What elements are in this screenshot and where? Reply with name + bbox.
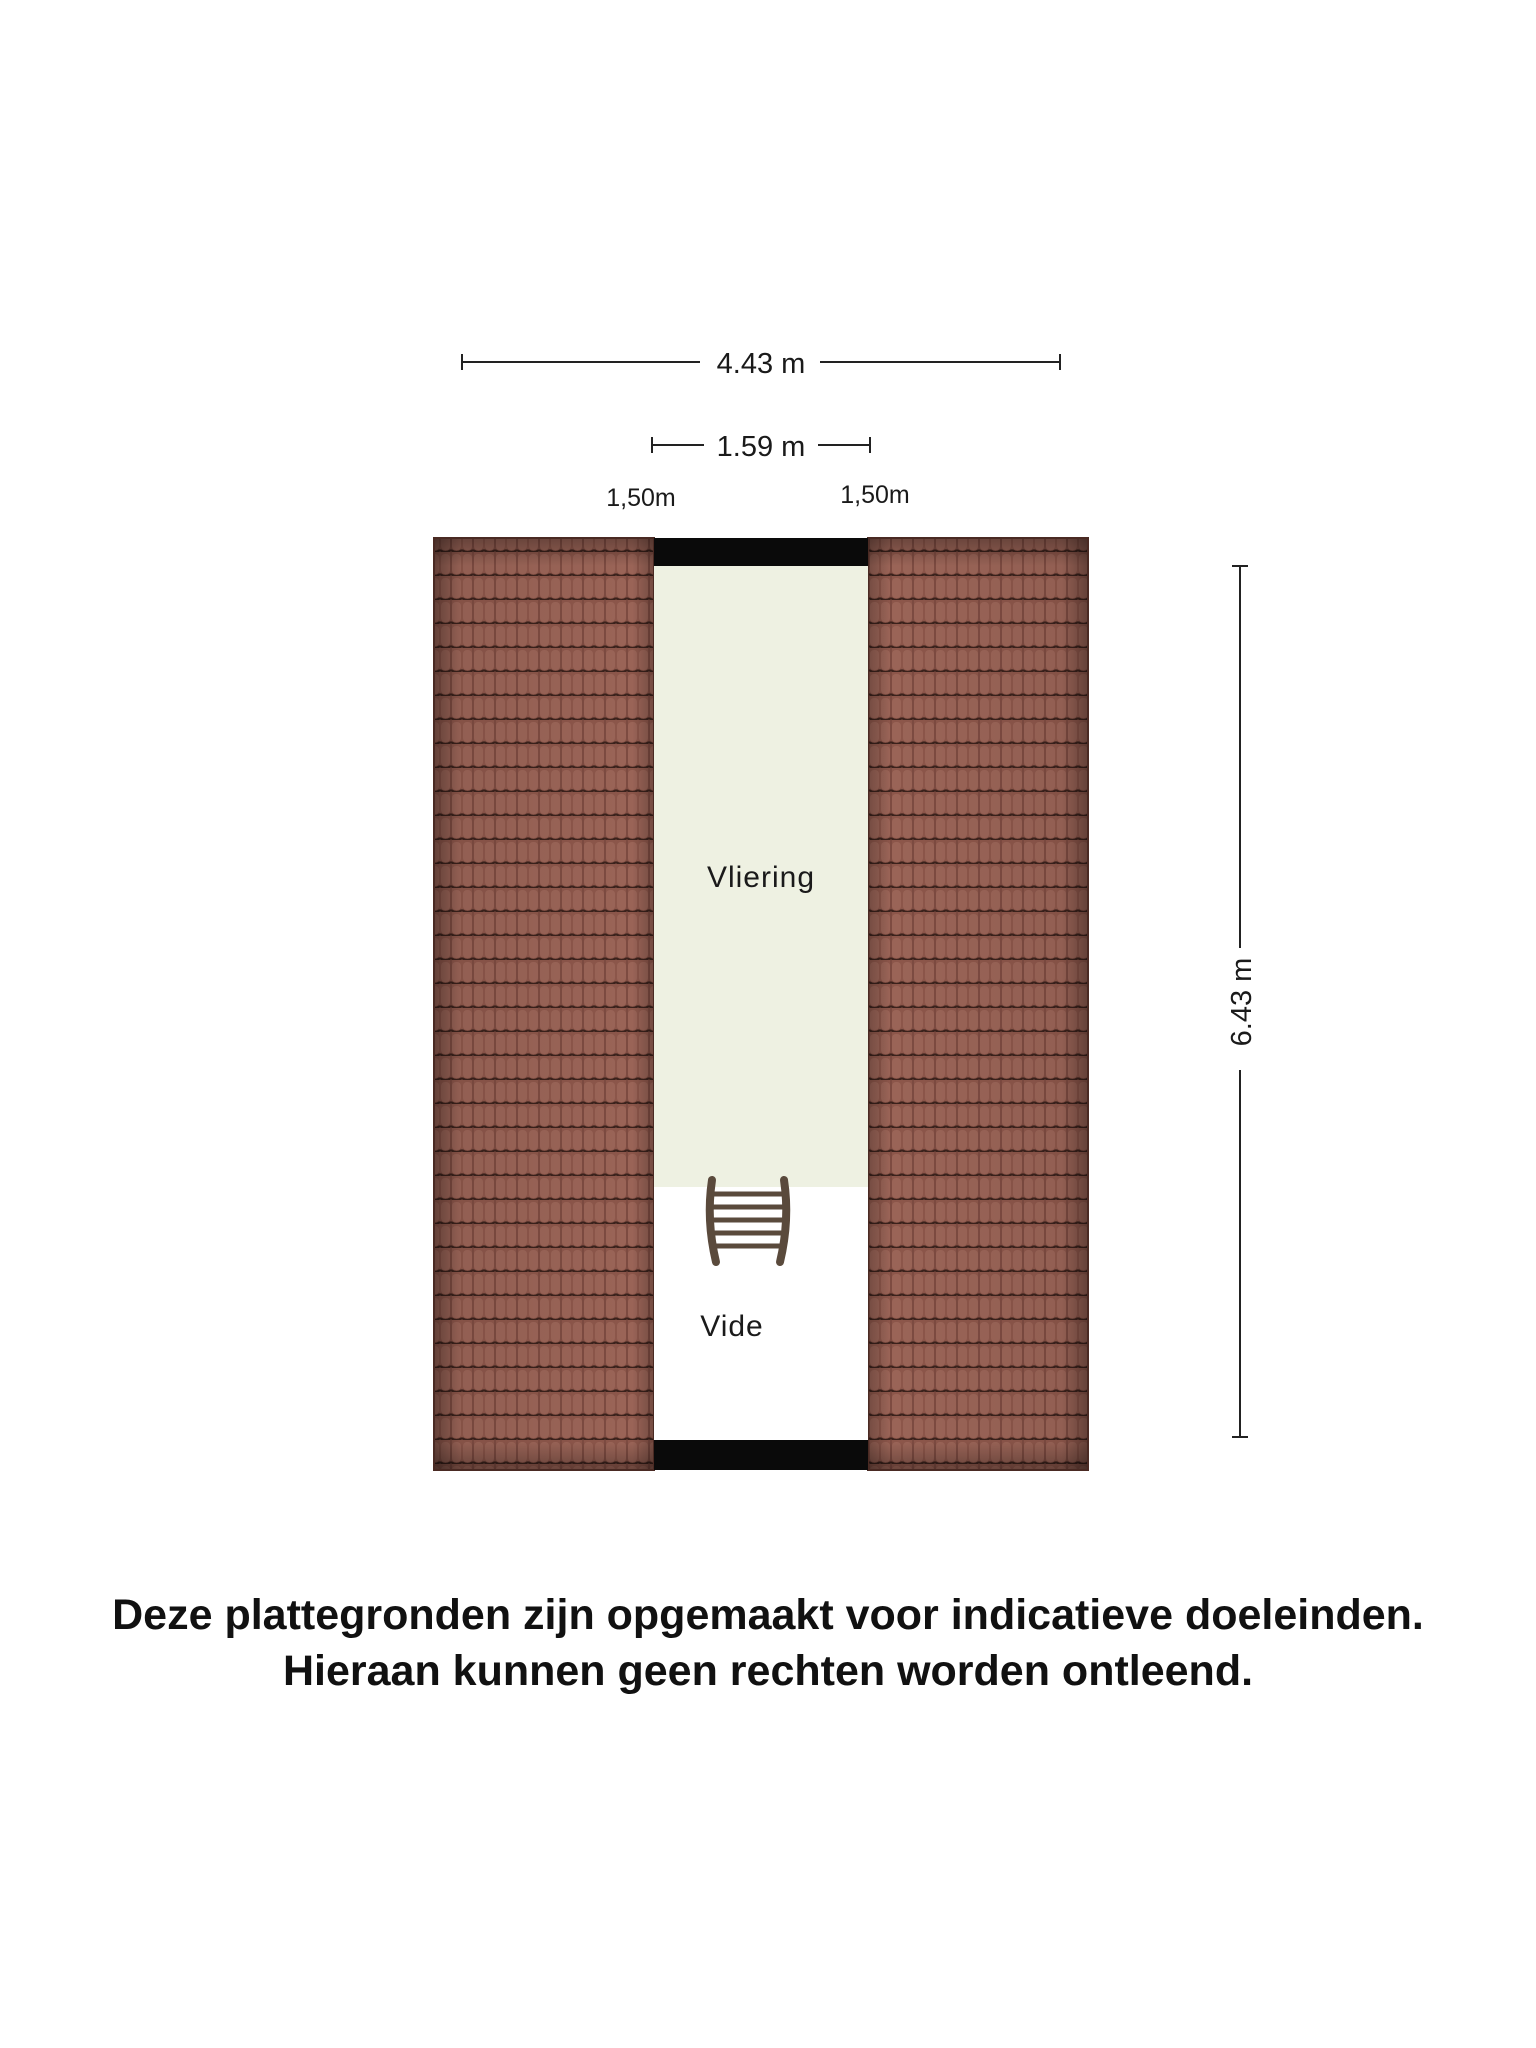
dimension-inner-width bbox=[652, 431, 870, 463]
dimension-left-slope-label: 1,50m bbox=[606, 484, 676, 512]
dimension-inner-width-label: 1.59 m bbox=[716, 431, 806, 463]
room-void-label: Vide bbox=[700, 1310, 764, 1343]
dimension-total-width bbox=[462, 348, 1060, 380]
roof-right bbox=[868, 538, 1088, 1470]
disclaimer-line-2: Hieraan kunnen geen rechten worden ontleend. bbox=[282, 1647, 1254, 1695]
dimension-right-slope-label: 1,50m bbox=[840, 481, 910, 509]
disclaimer-line-1: Deze plattegronden zijn opgemaakt voor indicatieve doeleinden. bbox=[112, 1591, 1424, 1639]
roof-left bbox=[434, 538, 654, 1470]
dimension-depth bbox=[1226, 566, 1258, 1437]
wall-bottom bbox=[654, 1440, 868, 1470]
dimension-depth-label: 6.43 m bbox=[1226, 957, 1258, 1047]
room-attic-label: Vliering bbox=[706, 861, 816, 894]
wall-top bbox=[654, 538, 868, 566]
dimension-total-width-label: 4.43 m bbox=[716, 348, 806, 380]
